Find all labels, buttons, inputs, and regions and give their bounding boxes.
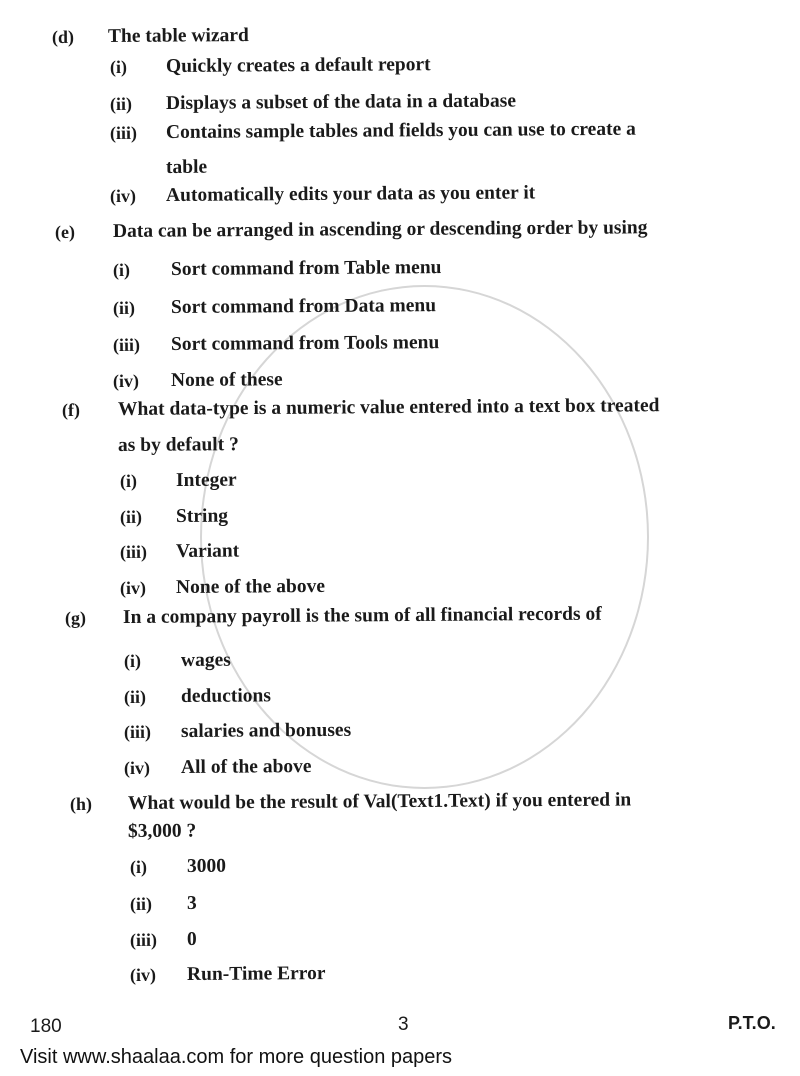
option-label: (i): [119, 470, 138, 491]
question-label: (g): [64, 607, 87, 628]
option-text: Integer: [175, 469, 237, 491]
option-label: (iv): [109, 185, 137, 206]
question-label: (d): [51, 26, 75, 47]
option-text: Sort command from Tools menu: [170, 332, 440, 355]
option-label: (iii): [119, 541, 148, 562]
option-text: salaries and bonuses: [180, 719, 352, 742]
question-text: as by default ?: [117, 434, 239, 456]
option-label: (iii): [112, 334, 141, 355]
option-label: (i): [112, 259, 131, 280]
option-text: Sort command from Data menu: [170, 295, 437, 318]
option-label: (i): [109, 56, 128, 77]
option-text: Sort command from Table menu: [170, 257, 442, 280]
question-text: In a company payroll is the sum of all financial records of: [122, 603, 602, 628]
option-text: deductions: [180, 685, 272, 707]
option-text: Automatically edits your data as you enter it: [165, 182, 536, 206]
option-text: None of the above: [175, 575, 326, 598]
option-text: All of the above: [180, 756, 312, 778]
option-label: (ii): [123, 686, 147, 707]
option-text: 3000: [186, 855, 227, 877]
watermark-circle: [200, 285, 649, 789]
option-text: wages: [180, 649, 231, 671]
question-text: The table wizard: [107, 25, 249, 47]
pto-label: P.T.O.: [728, 1013, 776, 1033]
page-number: 3: [398, 1014, 409, 1035]
option-text: Contains sample tables and fields you can use to create a: [165, 118, 636, 143]
option-label: (ii): [112, 297, 136, 318]
question-label: (e): [54, 221, 76, 242]
option-label: (ii): [119, 506, 143, 527]
question-text: $3,000 ?: [127, 820, 197, 842]
option-label: (iv): [129, 964, 157, 985]
question-text: What would be the result of Val(Text1.Text) if you entered in: [127, 789, 632, 814]
question-text: Data can be arranged in ascending or descending order by using: [112, 217, 648, 242]
option-label: (iii): [129, 929, 158, 950]
option-label: (ii): [129, 893, 153, 914]
option-text: Run-Time Error: [186, 963, 326, 985]
option-text: Displays a subset of the data in a database: [165, 90, 517, 114]
option-text: Variant: [175, 540, 240, 562]
question-label: (h): [69, 793, 93, 814]
option-label: (iv): [123, 757, 151, 778]
paper-code: 180: [30, 1016, 62, 1037]
option-text: Quickly creates a default report: [165, 54, 431, 77]
option-label: (iv): [119, 577, 147, 598]
option-label: (iii): [123, 721, 152, 742]
option-text: 0: [186, 928, 197, 950]
option-label: (ii): [109, 93, 133, 114]
option-label: (i): [129, 856, 148, 877]
option-label: (i): [123, 650, 142, 671]
option-text: String: [175, 505, 229, 527]
option-text: None of these: [170, 369, 283, 391]
visit-link[interactable]: Visit www.shaalaa.com for more question papers: [20, 1046, 453, 1068]
option-text: table: [165, 156, 208, 178]
option-label: (iii): [109, 122, 138, 143]
question-label: (f): [61, 399, 81, 420]
option-text: 3: [186, 892, 197, 914]
question-text: What data-type is a numeric value entered into a text box treated: [117, 395, 660, 420]
option-label: (iv): [112, 370, 140, 391]
